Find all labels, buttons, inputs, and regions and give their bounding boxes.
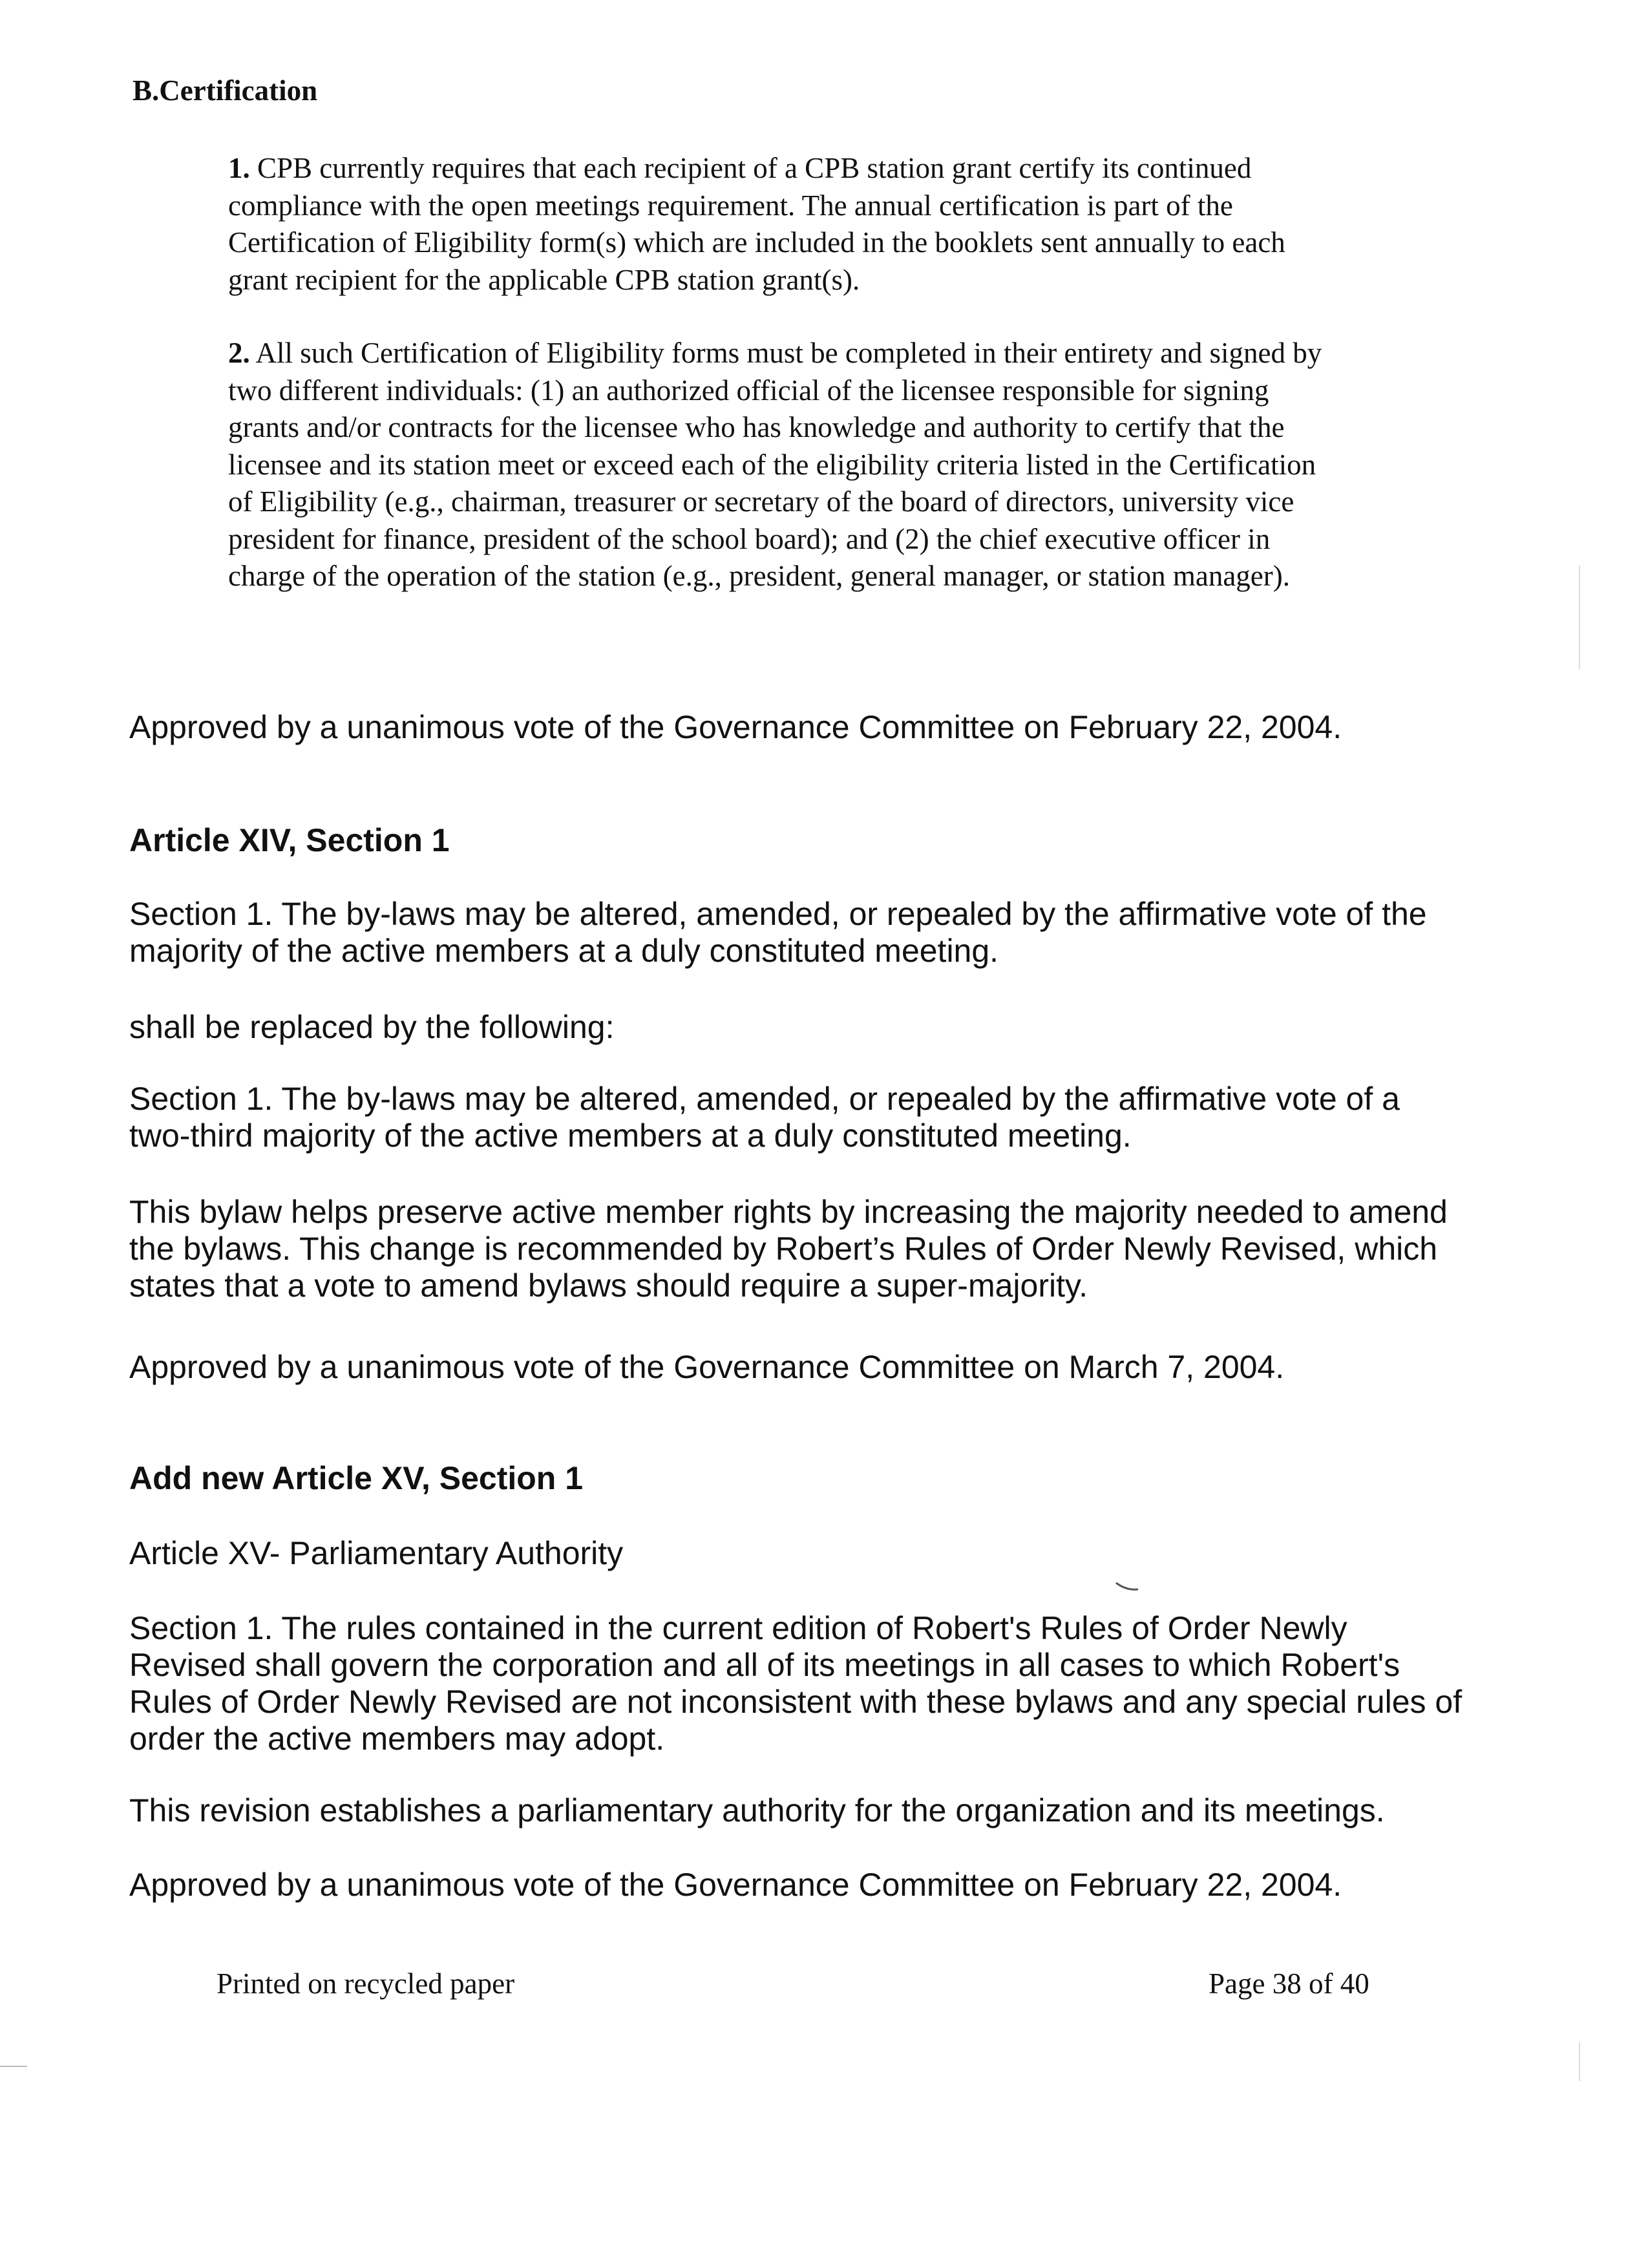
certification-item-2	[228, 335, 1495, 595]
item-line: All such Certification of Eligibility forms must be completed in their entirety and signed by	[255, 337, 1322, 369]
certification-heading: B.Certification	[132, 74, 318, 107]
item-number: 2.	[228, 337, 250, 369]
scan-artifact	[1579, 2042, 1580, 2081]
item-line: CPB currently requires that each recipient of a CPB station grant certify its continued	[257, 152, 1252, 184]
article-xv-title: Article XV- Parliamentary Authority	[129, 1535, 624, 1571]
certification-approval: Approved by a unanimous vote of the Governance Committee on February 22, 2004.	[129, 709, 1342, 745]
item-line: licensee and its station meet or exceed each of the eligibility criteria listed in the Certification	[228, 448, 1316, 481]
scan-artifact	[1579, 566, 1580, 669]
item-line: two different individuals: (1) an authorized official of the licensee responsible for signing	[228, 374, 1269, 407]
new-section-text: Section 1. The by-laws may be altered, amended, or repealed by the affirmative vote of a two-third majority of the active members at a duly constituted meeting.	[129, 1081, 1400, 1154]
rationale-text: This bylaw helps preserve active member rights by increasing the majority needed to amend the bylaws. This change is recommended by Robert’s Rules of Order Newly Revised, which states that a vote to amend bylaws should require a super-majority.	[129, 1194, 1448, 1304]
scan-artifact	[0, 2066, 27, 2067]
article-xv-heading: Add new Article XV, Section 1	[129, 1460, 584, 1496]
original-section-text: Section 1. The by-laws may be altered, amended, or repealed by the affirmative vote of the majority of the active members at a duly constituted meeting.	[129, 896, 1427, 969]
article-xiv-heading: Article XIV, Section 1	[129, 822, 450, 858]
item-line: charge of the operation of the station (e.g., president, general manager, or station manager).	[228, 560, 1290, 592]
certification-item-1	[228, 150, 1495, 299]
article-xiv-approval: Approved by a unanimous vote of the Governance Committee on March 7, 2004.	[129, 1349, 1285, 1385]
item-line: Certification of Eligibility form(s) which are included in the booklets sent annually to each	[228, 226, 1285, 259]
item-line: grants and/or contracts for the licensee who has knowledge and authority to certify that the	[228, 411, 1285, 443]
footer-note: Printed on recycled paper	[217, 1967, 515, 2000]
item-line: president for finance, president of the school board); and (2) the chief executive officer in	[228, 522, 1271, 555]
pen-mark	[1115, 1580, 1141, 1593]
page-number: Page 38 of 40	[1209, 1967, 1369, 2000]
rationale-text: This revision establishes a parliamentary authority for the organization and its meetings.	[129, 1792, 1385, 1828]
replaced-by-text: shall be replaced by the following:	[129, 1009, 615, 1045]
item-number: 1.	[228, 152, 250, 184]
item-line: grant recipient for the applicable CPB station grant(s).	[228, 263, 860, 296]
section-text: Section 1. The rules contained in the current edition of Robert's Rules of Order Newly Revised shall govern the corporation and all of its meetings in all cases to which Robert's Rules of Order Newly Revised are not inconsistent with these bylaws and any special rules of order the active members may adopt.	[129, 1610, 1463, 1757]
item-line: compliance with the open meetings requirement. The annual certification is part of the	[228, 189, 1233, 222]
article-xv-approval: Approved by a unanimous vote of the Governance Committee on February 22, 2004.	[129, 1867, 1342, 1903]
item-line: of Eligibility (e.g., chairman, treasurer or secretary of the board of directors, university vice	[228, 485, 1294, 518]
